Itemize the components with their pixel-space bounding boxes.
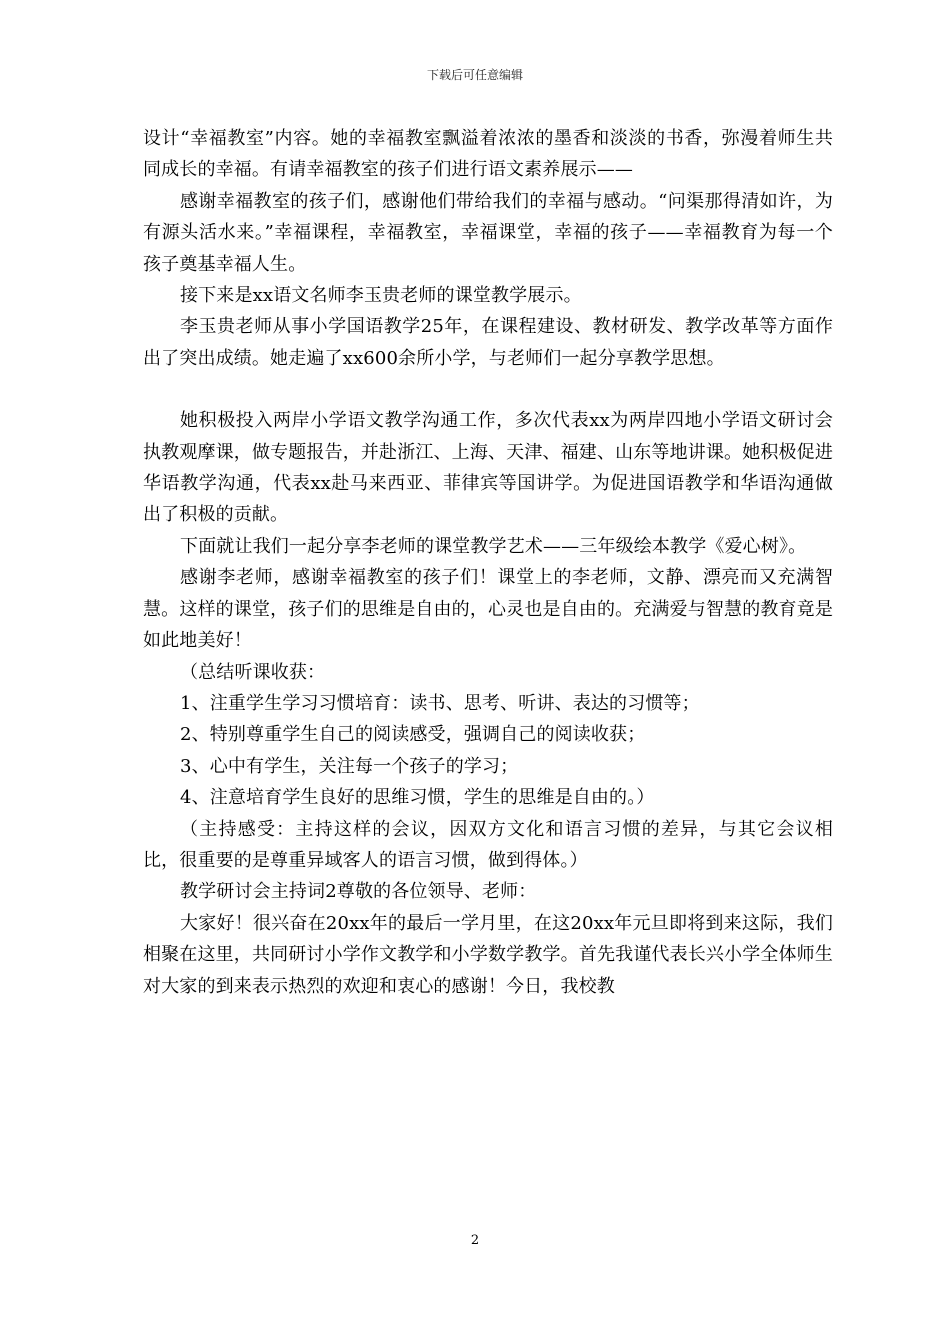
- paragraph: 大家好！很兴奋在20xx年的最后一学月里，在这20xx年元旦即将到来这际，我们相聚在这里，共同研讨小学作文教学和小学数学教学。首先我谨代表长兴小学全体师生对大家的到来表示热烈的欢迎和衷心的感谢！今日，我校教: [143, 912, 833, 997]
- paragraph: （主持感受：主持这样的会议，因双方文化和语言习惯的差异，与其它会议相比，很重要的是尊重异域客人的语言习惯，做到得体。）: [143, 818, 833, 871]
- page-number: 2: [470, 1233, 480, 1248]
- paragraph: 感谢李老师，感谢幸福教室的孩子们！课堂上的李老师，文静、漂亮而又充满智慧。这样的课堂，孩子们的思维是自由的，心灵也是自由的。充满爱与智慧的教育竟是如此地美好！: [143, 567, 833, 652]
- summary-item: 4、注意培育学生良好的思维习惯，学生的思维是自由的。）: [180, 787, 655, 809]
- summary-item: 3、心中有学生，关注每一个孩子的学习；: [180, 755, 519, 777]
- paragraph: 接下来是xx语文名师李玉贵老师的课堂教学展示。: [180, 285, 582, 307]
- page-header: 下载后可任意编辑: [426, 68, 523, 82]
- summary-item: 1、注重学生学习习惯培育：读书、思考、听讲、表达的习惯等；: [180, 692, 700, 714]
- summary-item: 2、特别尊重学生自己的阅读感受，强调自己的阅读收获；: [180, 724, 646, 746]
- summary-heading: （总结听课收获：: [180, 661, 326, 683]
- paragraph: 感谢幸福教室的孩子们，感谢他们带给我们的幸福与感动。“问渠那得清如许，为有源头活水来。”幸福课程，幸福教室，幸福课堂，幸福的孩子——幸福教育为每一个孩子奠基幸福人生。: [143, 190, 833, 275]
- paragraph: 下面就让我们一起分享李老师的课堂教学艺术——三年级绘本教学《爱心树》。: [180, 535, 807, 557]
- document-body: [143, 123, 833, 1002]
- section-heading: 教学研讨会主持词2尊敬的各位领导、老师：: [180, 881, 537, 903]
- paragraph: 李玉贵老师从事小学国语教学25年，在课程建设、教材研发、教学改革等方面作出了突出成绩。她走遍了xx600余所小学，与老师们一起分享教学思想。: [143, 316, 833, 369]
- paragraph-spacer: [143, 374, 833, 405]
- paragraph: 设计“幸福教室”内容。她的幸福教室飘溢着浓浓的墨香和淡淡的书香，弥漫着师生共同成长的幸福。有请幸福教室的孩子们进行语文素养展示——: [143, 128, 833, 181]
- paragraph: 她积极投入两岸小学语文教学沟通工作，多次代表xx为两岸四地小学语文研讨会执教观摩课，做专题报告，并赴浙江、上海、天津、福建、山东等地讲课。她积极促进华语教学沟通，代表xx赴马来西亚、菲律宾等国讲学。为促进国语教学和华语沟通做出了积极的贡献。: [143, 410, 833, 526]
